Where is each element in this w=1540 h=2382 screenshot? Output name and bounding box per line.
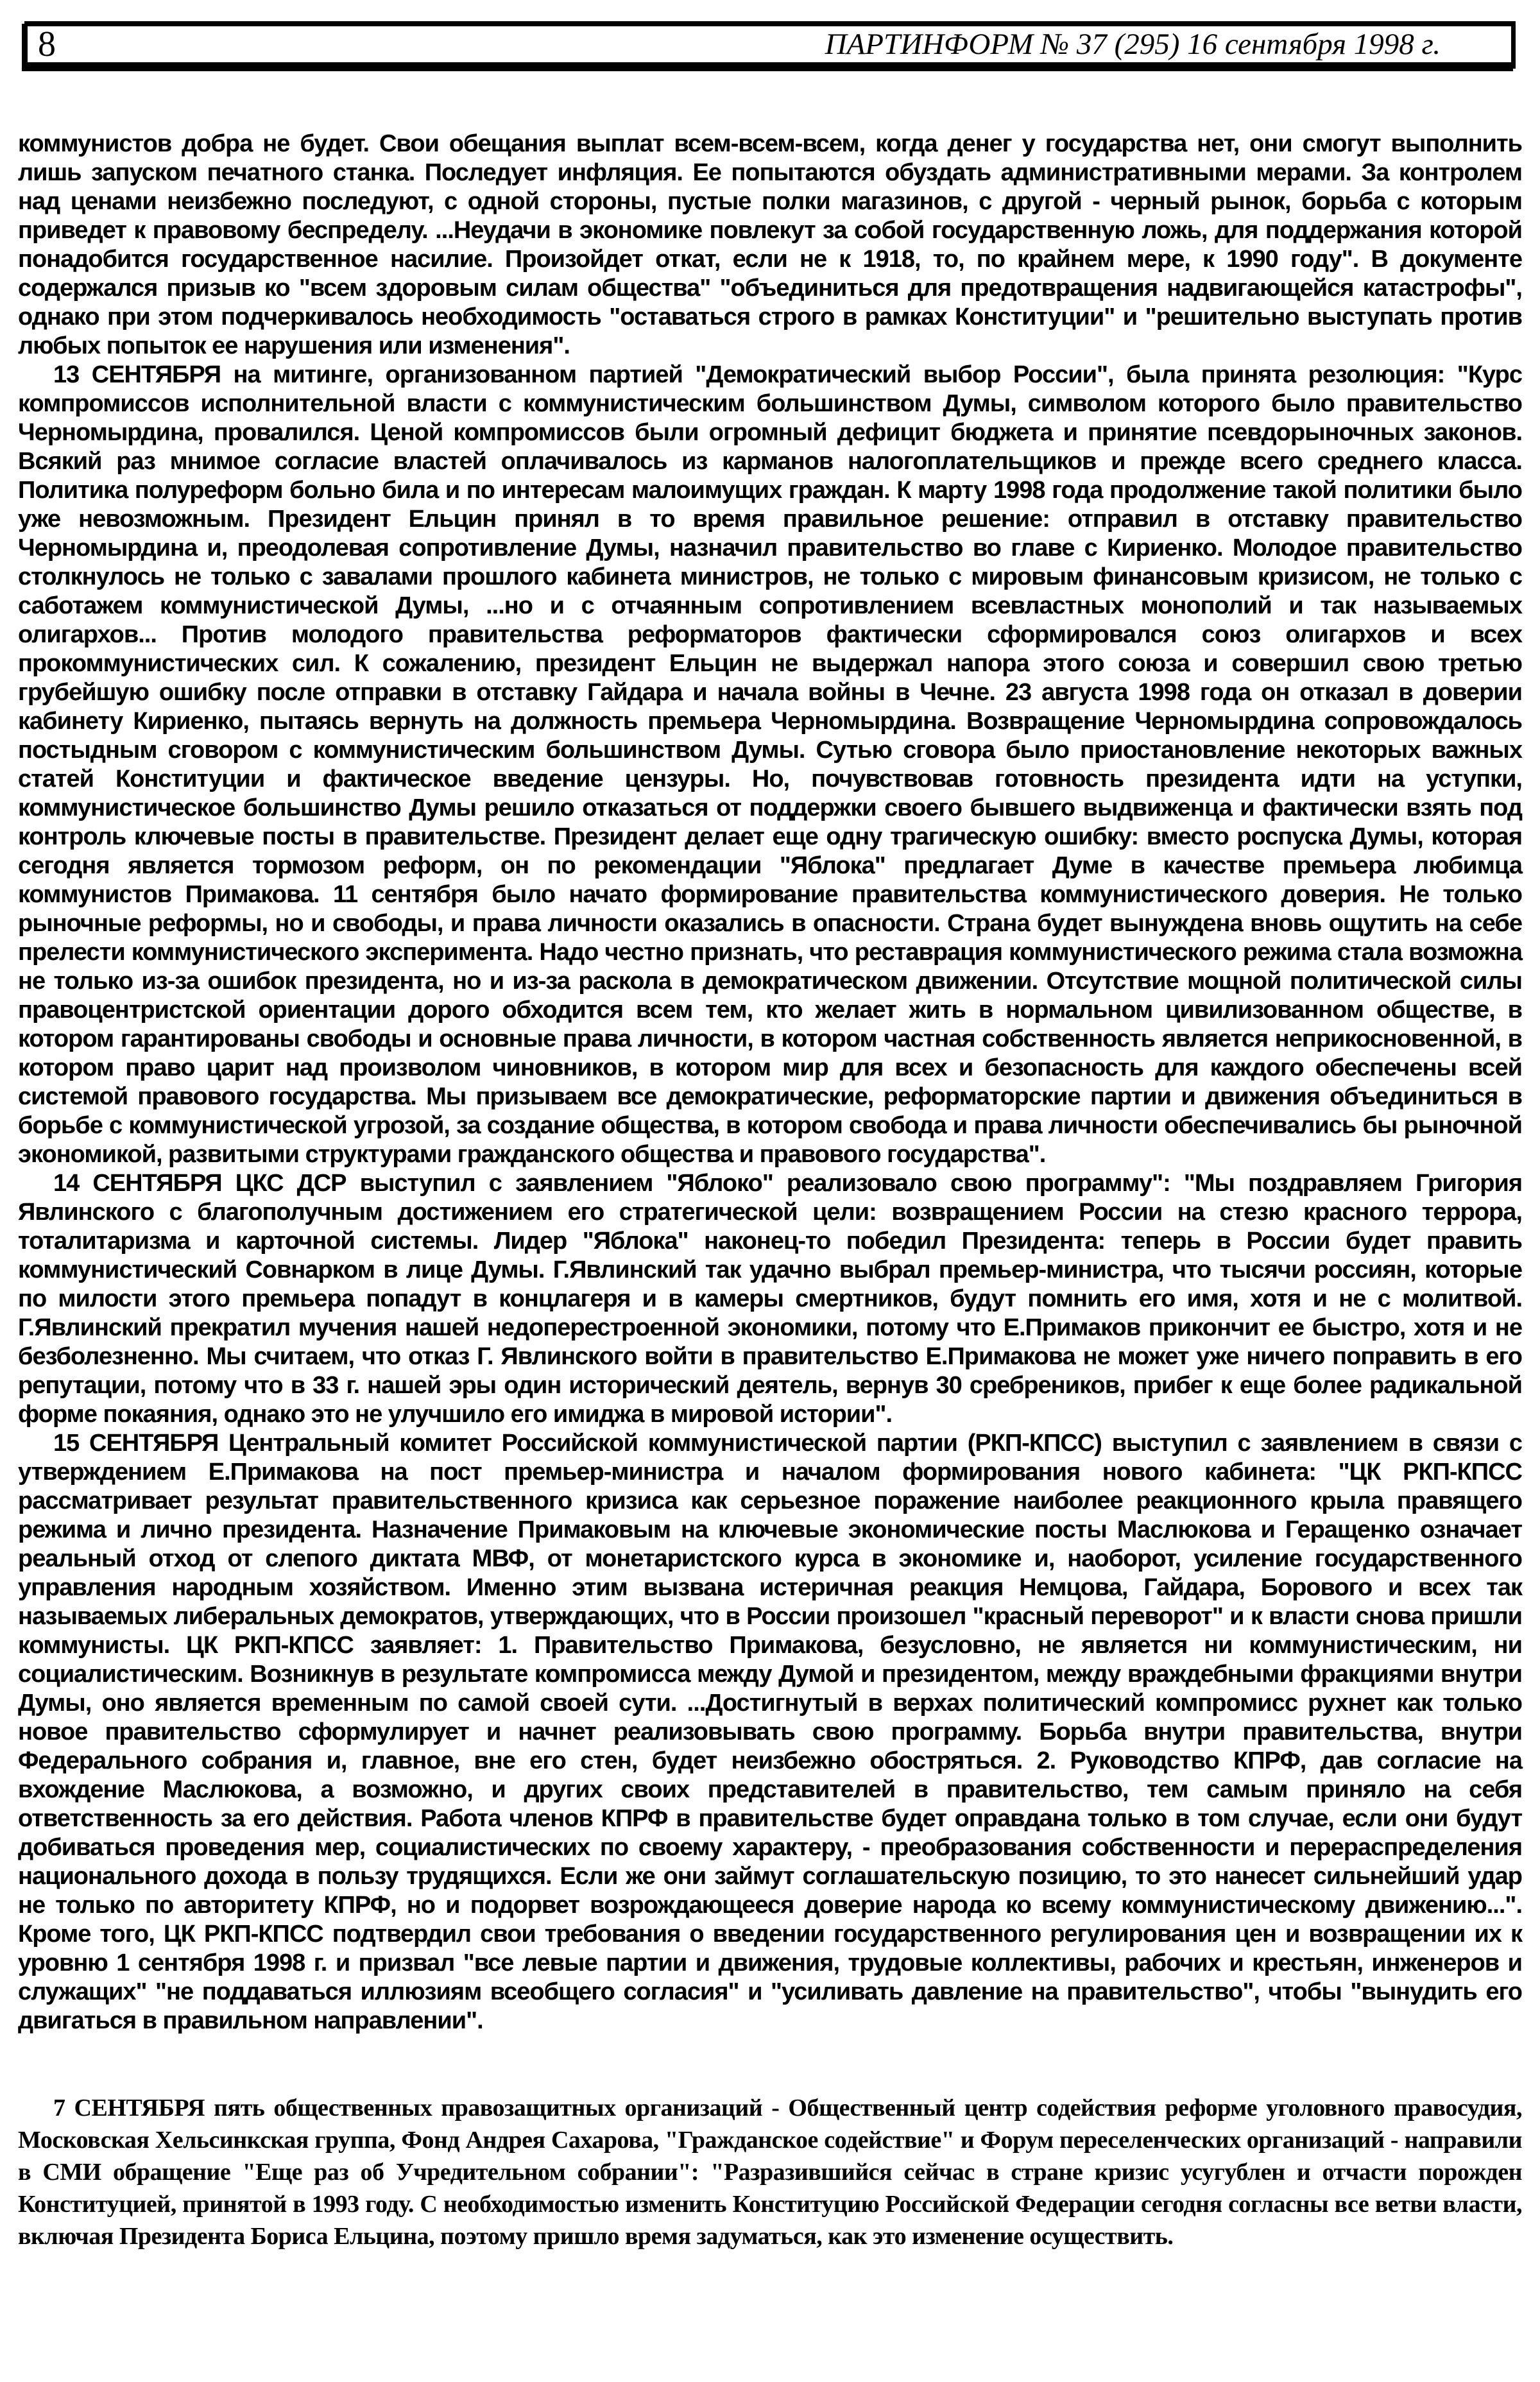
paragraph-7-september: 7 СЕНТЯБРЯ пять общественных правозащитных организаций - Общественный центр содействия реформе уголовного правосудия, Московская Хельсинкская группа, Фонд Андрея Сахарова, "Гражданское содействие" и Форум переселенческих организаций - направили в СМИ обращение "Еще раз об Учредительном собрании": "Разразившийся сейчас в стране кризис усугублен и отчасти порожден Конституцией, принятой в 1993 году. С необходимостью изменить Конституцию Российской Федерации сегодня согласны все ветви власти, включая Президента Бориса Ельцина, поэтому пришло время задуматься, как это изменение осуществить. [18,2095,1522,2250]
newsletter-title: ПАРТИНФОРМ № 37 (295) 16 сентября 1998 г. [825,27,1441,61]
paragraph-continuation: коммунистов добра не будет. Свои обещания выплат всем-всем-всем, когда денег у государства нет, они смогут выполнить лишь запуском печатного станка. Последует инфляция. Ее попытаются обуздать административными мерами. За контролем над ценами неизбежно последуют, с одной стороны, пустые полки магазинов, с другой - черный рынок, борьба с которым приведет к правовому беспределу. ...Неудачи в экономике повлекут за собой государственную ложь, для поддержания которой понадобится государственное насилие. Произойдет откат, если не к 1918, то, по крайнем мере, к 1990 году". В документе содержался призыв ко "всем здоровым силам общества" "объединиться для предотвращения надвигающейся катастрофы", однако при этом подчеркивалось необходимость "оставаться строго в рамках Конституции" и "решительно выступать против любых попыток ее нарушения или изменения". [18,130,1522,359]
appendix-section [18,2092,1522,2252]
page-number: 8 [38,24,56,64]
paragraph-13-september: 13 СЕНТЯБРЯ на митинге, организованном партией "Демократический выбор России", была принята резолюция: "Курс компромиссов исполнительной власти с коммунистическим большинством Думы, символом которого было правительство Черномырдина, провалился. Ценой компромиссов были огромный дефицит бюджета и принятие псевдорыночных законов. Всякий раз мнимое согласие властей оплачивалось из карманов налогоплательщиков и прежде всего среднего класса. Политика полуреформ больно била и по интересам малоимущих граждан. К марту 1998 года продолжение такой политики было уже невозможным. Президент Ельцин принял в то время правильное решение: отправил в отставку правительство Черномырдина и, преодолевая сопротивление Думы, назначил правительство во главе с Кириенко. Молодое правительство столкнулось не только с завалами прошлого кабинета министров, не только с мировым финансовым кризисом, не только с саботажем коммунистической Думы, ...но и с отчаянным сопротивлением всевластных монополий и так называемых олигархов... Против молодого правительства реформаторов фактически сформировался союз олигархов и всех прокоммунистических сил. К сожалению, президент Ельцин не выдержал напора этого союза и совершил свою третью грубейшую ошибку после отправки в отставку Гайдара и начала войны в Чечне. 23 августа 1998 года он отказал в доверии кабинету Кириенко, пытаясь вернуть на должность премьера Черномырдина. Возвращение Черномырдина сопровождалось постыдным сговором с коммунистическим большинством Думы. Сутью сговора было приостановление некоторых важных статей Конституции и фактическое введение цензуры. Но, почувствовав готовность президента идти на уступки, коммунистическое большинство Думы решило отказаться от поддержки своего бывшего выдвиженца и фактически взять под контроль ключевые посты в правительстве. Президент делает еще одну трагическую ошибку: вместо роспуска Думы, которая сегодня является тормозом реформ, он по рекомендации "Яблока" предлагает Думе в качестве премьера любимца коммунистов Примакова. 11 сентября было начато формирование правительства коммунистического доверия. Не только рыночные реформы, но и свободы, и права личности оказались в опасности. Страна будет вынуждена вновь ощутить на себе прелести коммунистического эксперимента. Надо честно признать, что реставрация коммунистического режима стала возможна не только из-за ошибок президента, но и из-за раскола в демократическом движении. Отсутствие мощной политической силы правоцентристской ориентации дорого обходится всем тем, кто желает жить в нормальном цивилизованном обществе, в котором гарантированы свободы и основные права личности, в котором частная собственность является неприкосновенной, в котором право царит над произволом чиновников, в котором мир для всех и безопасность для каждого обеспечены всей системой правового государства. Мы призываем все демократические, реформаторские партии и движения объединиться в борьбе с коммунистической угрозой, за создание общества, в котором свобода и права личности обеспечивались бы рыночной экономикой, развитыми структурами гражданского общества и правового государства". [18,361,1522,1168]
main-text [18,130,1522,2035]
paragraph-15-september: 15 СЕНТЯБРЯ Центральный комитет Российской коммунистической партии (РКП-КПСС) выступил с заявлением в связи с утверждением Е.Примакова на пост премьер-министра и началом формирования нового кабинета: "ЦК РКП-КПСС рассматривает результат правительственного кризиса как серьезное поражение наиболее реакционного крыла правящего режима и лично президента. Назначение Примаковым на ключевые экономические посты Маслюкова и Геращенко означает реальный отход от слепого диктата МВФ, от монетаристского курса в экономике и, наоборот, усиление государственного управления народным хозяйством. Именно этим вызвана истеричная реакция Немцова, Гайдара, Борового и всех так называемых либеральных демократов, утверждающих, что в России произошел "красный переворот" и к власти снова пришли коммунисты. ЦК РКП-КПСС заявляет: 1. Правительство Примакова, безусловно, не является ни коммунистическим, ни социалистическим. Возникнув в результате компромисса между Думой и президентом, между враждебными фракциями внутри Думы, оно является временным по самой своей сути. ...Достигнутый в верхах политический компромисс рухнет как только новое правительство сформулирует и начнет реализовывать свою программу. Борьба внутри правительства, внутри Федерального собрания и, главное, вне его стен, будет неизбежно обостряться. 2. Руководство КПРФ, дав согласие на вхождение Маслюкова, а возможно, и других своих представителей в правительство, тем самым приняло на себя ответственность за его действия. Работа членов КПРФ в правительстве будет оправдана только в том случае, если они будут добиваться проведения мер, социалистических по своему характеру, - преобразования собственности и перераспределения национального дохода в пользу трудящихся. Если же они займут соглашательскую позицию, то это нанесет сильнейший удар не только по авторитету КПРФ, но и подорвет возрождающееся доверие народа ко всему коммунистическому движению...". Кроме того, ЦК РКП-КПСС подтвердил свои требования о введении государственного регулирования цен и возвращении их к уровню 1 сентября 1998 г. и призвал "все левые партии и движения, трудовые коллективы, рабочих и крестьян, инженеров и служащих" "не поддаваться иллюзиям всеобщего согласия" и "усиливать давление на правительство", чтобы "вынудить его двигаться в правильном направлении". [18,1430,1522,2034]
page-header [24,21,1516,69]
paragraph-14-september: 14 СЕНТЯБРЯ ЦКС ДСР выступил с заявлением "Яблоко" реализовало свою программу": "Мы поздравляем Григория Явлинского с благополучным достижением его стратегической цели: возвращением России на стезю красного террора, тоталитаризма и карточной системы. Лидер "Яблока" наконец-то победил Президента: теперь в России будет править коммунистический Совнарком в лице Думы. Г.Явлинский так удачно выбрал премьер-министра, что тысячи россиян, которые по милости этого премьера попадут в концлагеря и в камеры смертников, будут помнить его имя, хотя и не с молитвой. Г.Явлинский прекратил мучения нашей недоперестроенной экономики, потому что Е.Примаков прикончит ее быстро, хотя и не безболезненно. Мы считаем, что отказ Г. Явлинского войти в правительство Е.Примакова не может уже ничего поправить в его репутации, потому что в 33 г. нашей эры один исторический деятель, вернув 30 сребреников, прибег к еще более радикальной форме покаяния, однако это не улучшило его имиджа в мировой истории". [18,1170,1522,1428]
